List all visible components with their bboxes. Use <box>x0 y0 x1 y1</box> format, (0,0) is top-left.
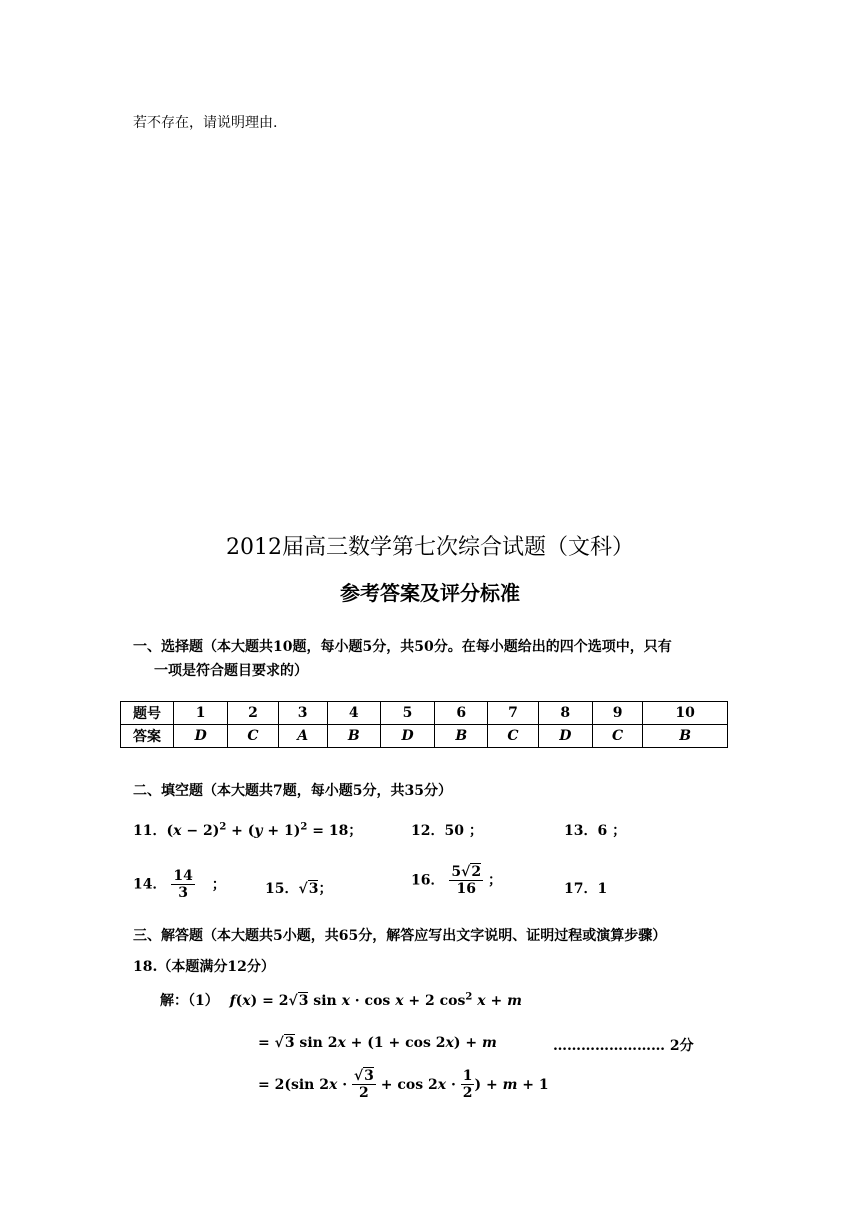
row-label-answer: 答案 <box>121 725 174 748</box>
formula-q11: $(x - 2)^2 + (y + 1)^2$ <box>166 821 308 839</box>
formula-line-3: = 2(sin 2x · $\frac{√3}{2}$ + cos 2x · $\frac{1}{2}$ ) + m + 1 <box>258 1068 549 1102</box>
answer-cell: D <box>380 725 434 748</box>
answer-cell: C <box>228 725 278 748</box>
fraction-q16: $\frac{5√2}{16}$ <box>451 864 482 898</box>
answer-cell: C <box>488 725 538 748</box>
solution-line-2 <box>258 1035 497 1051</box>
question-number: 4 <box>327 702 380 725</box>
fraction-q14: $\frac{14}{3}$ <box>173 868 193 902</box>
table-row <box>121 725 728 748</box>
section-2-heading: 二、填空题（本大题共7题，每小题5分，共35分） <box>133 783 452 799</box>
page-subtitle: 参考答案及评分标准 <box>340 581 520 605</box>
answer-13: 13．6 ； <box>564 823 627 839</box>
answer-17: 17．1 <box>564 881 608 897</box>
section-1-heading: 一、选择题（本大题共10题，每小题5分，共50分。在每小题给出的四个选项中，只有 <box>133 639 672 655</box>
table-row <box>121 702 728 725</box>
answer-cell: B <box>435 725 488 748</box>
solution-line-1: 解：（1） f(x) = 2√3 sin x · cos x + 2 $\cos^2 x + m$ <box>160 991 522 1009</box>
row-label-number: 题号 <box>121 702 174 725</box>
formula-line-2: = √3 sin 2x + (1 + cos 2x) + m <box>258 1035 497 1051</box>
answer-12: 12．50 ； <box>411 823 483 839</box>
answer-cell: D <box>174 725 228 748</box>
answer-cell: D <box>538 725 592 748</box>
answer-16: 16． $\frac{5√2}{16}$ ； <box>411 864 502 898</box>
question-number: 6 <box>435 702 488 725</box>
solution-line-3 <box>258 1068 549 1101</box>
question-number: 1 <box>174 702 228 725</box>
question-number: 10 <box>643 702 728 725</box>
question-number: 9 <box>592 702 642 725</box>
answer-cell: C <box>592 725 642 748</box>
score-note: …………………… 2分 <box>553 1038 694 1054</box>
answer-cell: B <box>327 725 380 748</box>
question-number: 5 <box>380 702 434 725</box>
answer-cell: A <box>278 725 327 748</box>
answer-table <box>120 701 728 748</box>
question-number: 8 <box>538 702 592 725</box>
answer-14: 14． $\frac{14}{3}$ ； <box>133 868 226 902</box>
top-note: 若不存在，请说明理由. <box>133 115 278 131</box>
page-title: 2012届高三数学第七次综合试题（文科） <box>226 535 634 560</box>
sqrt-symbol: √ <box>298 881 308 897</box>
question-18-heading: 18.（本题满分12分） <box>133 959 275 975</box>
section-1-heading-cont: 一项是符合题目要求的） <box>154 663 308 679</box>
section-3-heading: 三、解答题（本大题共5小题，共65分，解答应写出文字说明、证明过程或演算步骤） <box>133 928 667 944</box>
question-number: 3 <box>278 702 327 725</box>
question-number: 7 <box>488 702 538 725</box>
answer-15: 15．√3； <box>265 881 333 897</box>
question-number: 2 <box>228 702 278 725</box>
formula-line-1: f(x) = 2√3 sin x · cos x + 2 $\cos^2 x + m$ <box>229 991 522 1009</box>
answer-cell: B <box>643 725 728 748</box>
answer-11: 11．$(x - 2)^2 + (y + 1)^2 = 18$； <box>133 821 363 839</box>
